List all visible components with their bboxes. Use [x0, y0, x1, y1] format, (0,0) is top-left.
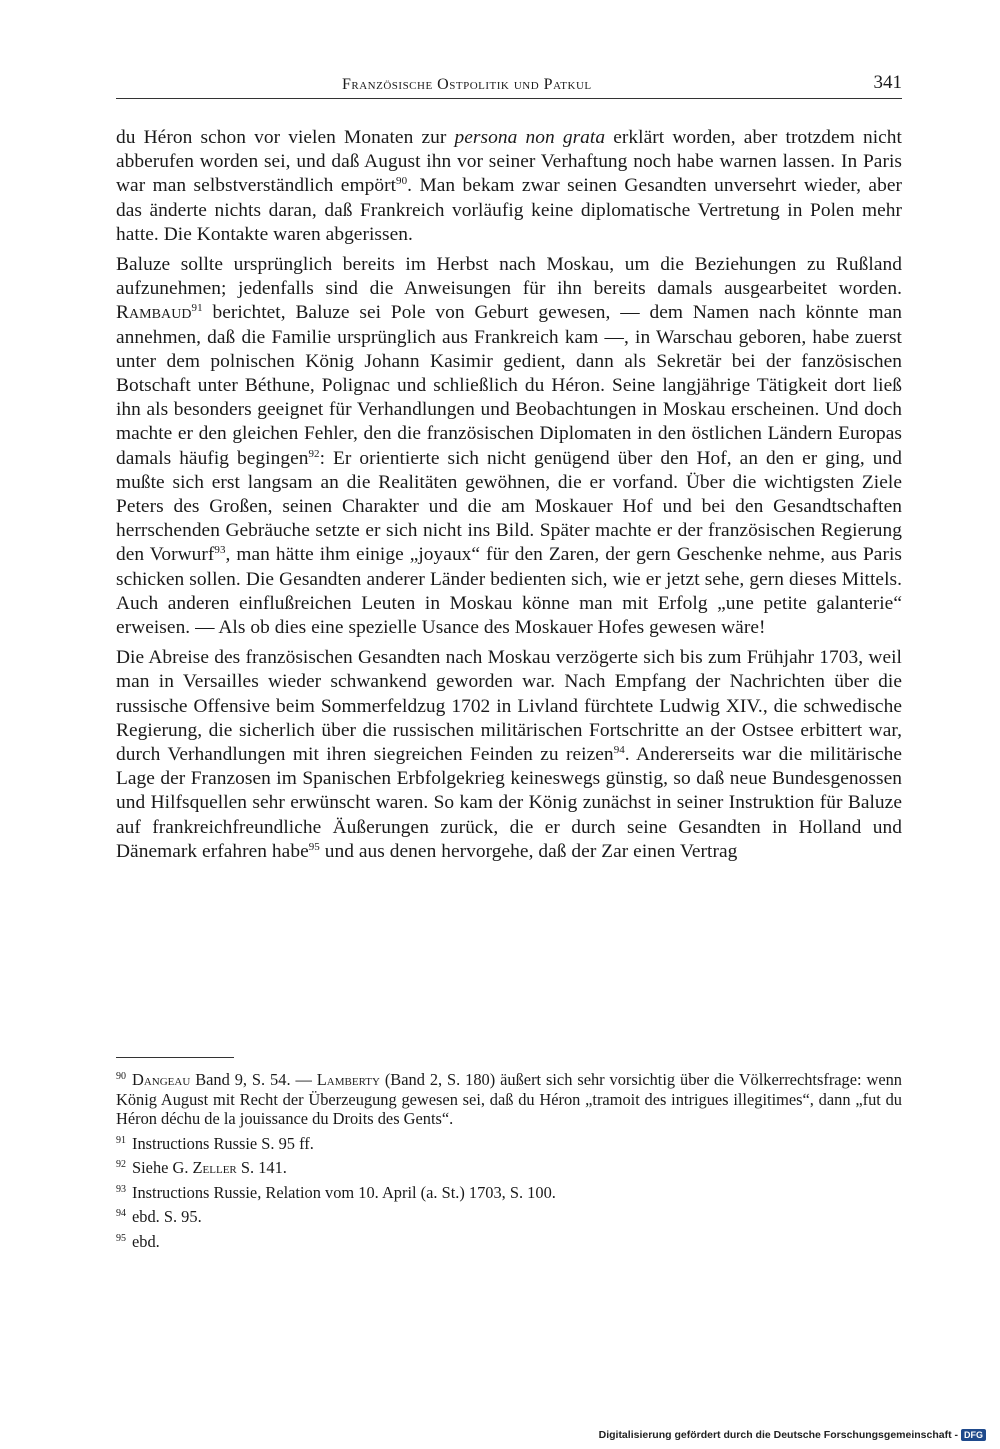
text-run: berichtet, Baluze sei Pole von Geburt gewesen, — dem Namen nach könnte man annehmen, daß die Familie ursprünglich aus Frankreich kam —, in Warschau geboren, habe zuerst unter dem polnischen König Johann Kasimir gedient, dann als Sekretär bei der fanzösischen Botschaft unter Béthune, Polignac und schließlich du Héron. Seine langjährige Tätigkeit dort ließ ihn als besonders geeignet für Verhandlungen und Beobachtungen in Moskau erscheinen. Und doch machte er den gleichen Fehler, den die französischen Diplomaten in den östlichen Ländern Europas damals häufig begingen: [116, 302, 902, 469]
text-run: Instructions Russie S. 95 ff.: [132, 1133, 314, 1153]
running-title: Französische Ostpolitik und Patkul: [342, 76, 592, 93]
footnote-ref: 93: [214, 544, 226, 557]
text-run: (Band 2, S. 180) äußert sich sehr vorsichtig über die Völkerrechtsfrage: wenn König August mit Recht der Überzeugung gewesen sei, daß du Héron „tramoit des intrigues illegitimes“, dann „fut du Héron déchu de la jouissance du Droits des Gents“.: [116, 1070, 902, 1128]
text-run: Baluze sollte ursprünglich bereits im Herbst nach Moskau, um die Beziehungen zu Rußland aufzunehmen; jedenfalls sind die Anweisungen für ihn bereits damals ausgearbeitet worden.: [116, 254, 902, 300]
header-rule: [116, 98, 902, 99]
text-run: : Er orientierte sich nicht genügend über den Hof, an den er ging, und mußte sich erst langsam an die Realitäten gewöhnen, die er vorfand. Über die wichtigsten Ziele Peters des Großen, seinen Charakter und die am Moskauer Hof und bei den Gesandtschaften herrschenden Gebräuche setzte er sich nicht ins Bild. Später machte er der französischen Regierung den Vorwurf: [116, 447, 902, 566]
text-run: S. 141.: [236, 1158, 287, 1177]
footnote-number: 95: [116, 1232, 126, 1244]
text-run: Band 9, S. 54. —: [190, 1070, 317, 1089]
text-run: erklärt worden, aber trotzdem nicht abberufen worden sei, und daß August ihn vor seiner Verhaftung noch habe warnen lassen. In Paris war man selbstverständlich empört: [116, 127, 902, 197]
footnote-number: 93: [116, 1183, 126, 1195]
footnote-ref: 92: [308, 447, 320, 460]
body-text: [116, 126, 902, 870]
author-name: Zeller: [192, 1158, 237, 1177]
author-name: Lamberty: [316, 1070, 380, 1089]
footnote-number: 91: [116, 1134, 126, 1146]
text-run: Siehe G.: [132, 1158, 193, 1177]
footnote-number: 92: [116, 1159, 126, 1170]
text-run: Die Abreise des französischen Gesandten nach Moskau verzögerte sich bis zum Frühjahr 1703, weil man in Versailles wieder schwankend geworden war. Nach Empfang der Nachrichten über die russische Offensive beim Sommerfeldzug 1702 in Livland fürchtete Ludwig XIV., die schwedische Regierung, die sicherlich über die russischen militärischen Fortschritte an der Ostsee erbittert war, durch Verhandlungen mit ihren siegreichen Feinden zu reizen: [116, 647, 902, 766]
author-name: Dangeau: [132, 1070, 191, 1089]
credit-text: Digitalisierung gefördert durch die Deutsche Forschungsgemeinschaft -: [598, 1429, 958, 1441]
author-name: Rambaud: [116, 302, 192, 324]
text-run: . Man bekam zwar seinen Gesandten unversehrt wieder, aber das änderte nichts daran, daß Frankreich vorläufig keine diplomatische Vertretung in Polen mehr hatte. Die Kontakte waren abgerissen.: [116, 175, 902, 245]
text-run: und aus denen hervorgehe, daß der Zar einen Vertrag: [319, 840, 738, 862]
footnote: [116, 1232, 902, 1252]
text-run: ebd. S. 95.: [132, 1207, 202, 1226]
paragraph: [116, 126, 902, 247]
footnotes: [116, 1070, 902, 1256]
text-run: , man hätte ihm einige „joyaux“ für den Zaren, der gern Geschenke nehme, aus Paris schicken sollen. Die Gesandten anderer Länder bedienten sich, wie er jetzt sehe, gern dieses Mittels. Auch anderen einflußreichen Leuten in Moskau könne man mit Erfolg „une petite galanterie“ erweisen. — Als ob dies eine spezielle Usance des Moskauer Hofes gewesen wäre!: [116, 544, 903, 639]
footnote: [116, 1158, 902, 1178]
footnote: [116, 1183, 902, 1203]
footnote-ref: 94: [613, 744, 625, 757]
footnote-ref: 91: [191, 302, 203, 315]
text-run: Instructions Russie, Relation vom 10. April (a. St.) 1703, S. 100.: [132, 1182, 556, 1202]
footnote-ref: 95: [308, 840, 320, 853]
footnote: [116, 1207, 902, 1227]
italic-text: persona non grata: [454, 127, 606, 148]
paragraph: [116, 253, 902, 640]
running-header: [116, 70, 902, 96]
footnote-number: 90: [116, 1071, 126, 1082]
text-run: du Héron schon vor vielen Monaten zur: [116, 127, 455, 148]
footnote-ref: 90: [396, 175, 408, 188]
dfg-logo-icon: DFG: [961, 1429, 986, 1441]
digitization-credit: [599, 1429, 986, 1441]
text-run: . Andererseits war die militärische Lage der Franzosen im Spanischen Erbfolgekrieg keineswegs günstig, so daß neue Bundesgenossen und Hilfsquellen sehr erwünscht waren. So kam der König zunächst in seiner Instruktion für Baluze auf frankreichfreundliche Äußerungen zurück, die er durch seine Gesandten in Holland und Dänemark erfahren habe: [116, 744, 902, 862]
footnote: [116, 1134, 902, 1154]
footnote-number: 94: [116, 1208, 126, 1219]
text-run: ebd.: [132, 1231, 160, 1251]
footnote-separator: [116, 1057, 234, 1058]
footnote: [116, 1070, 902, 1129]
page-number: 341: [873, 72, 902, 93]
paragraph: [116, 646, 902, 864]
